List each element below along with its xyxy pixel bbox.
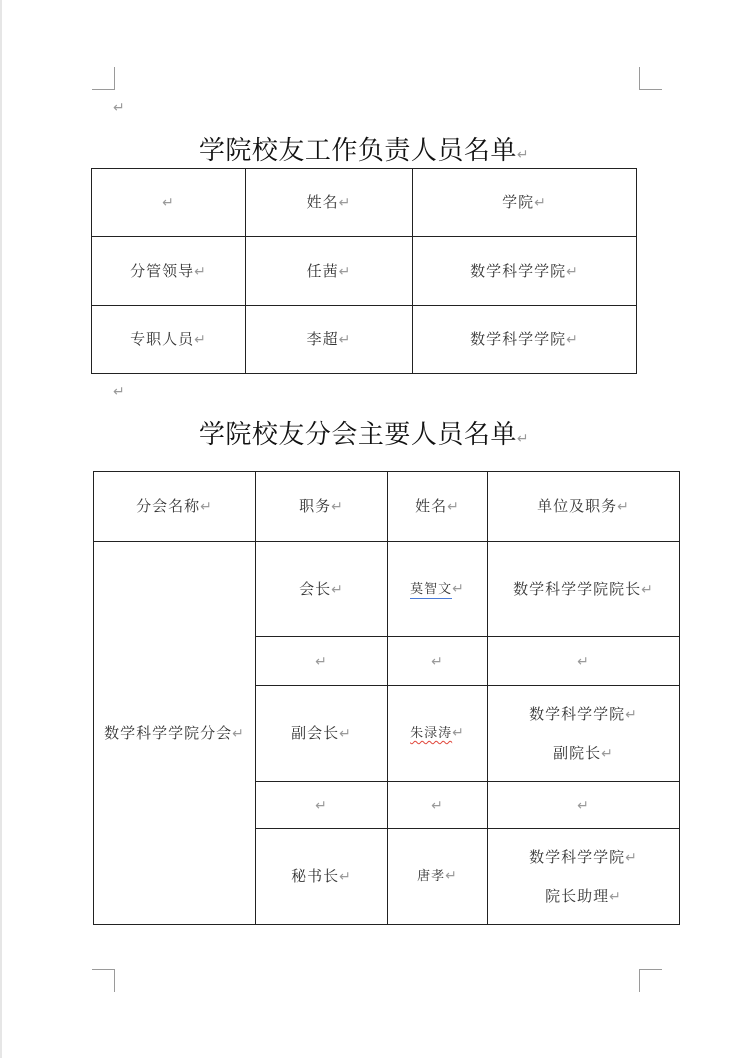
table-cell[interactable]: 唐孝↵ xyxy=(388,829,488,925)
table-row xyxy=(92,237,637,306)
table-cell[interactable]: 分管领导↵ xyxy=(92,237,246,306)
table-cell[interactable]: 会长↵ xyxy=(256,542,388,637)
page-edge xyxy=(0,0,2,1058)
table-cell[interactable]: 数学科学学院院长↵ xyxy=(488,542,680,637)
table-header-row xyxy=(94,472,680,542)
table-cell[interactable]: 任茜↵ xyxy=(246,237,413,306)
table-cell[interactable]: 单位及职务↵ xyxy=(488,472,680,542)
table-cell[interactable]: 职务↵ xyxy=(256,472,388,542)
table-cell[interactable]: 姓名↵ xyxy=(388,472,488,542)
table-cell[interactable]: 数学科学学院↵ xyxy=(413,306,637,374)
table-row xyxy=(92,306,637,374)
table-cell[interactable]: ↵ xyxy=(388,637,488,686)
table-cell[interactable]: ↵ xyxy=(256,782,388,829)
table-cell[interactable]: 学院↵ xyxy=(413,169,637,237)
table-cell[interactable]: 数学科学学院↵ 院长助理↵ xyxy=(488,829,680,925)
table-cell[interactable]: 分会名称↵ xyxy=(94,472,256,542)
table-cell[interactable]: ↵ xyxy=(488,782,680,829)
margin-corner-top-right xyxy=(639,67,662,90)
paragraph-mark: ↵ xyxy=(113,100,125,116)
branch-name-cell[interactable]: 数学科学学院分会↵ xyxy=(94,542,256,925)
table-row xyxy=(94,542,680,637)
table-cell[interactable]: 姓名↵ xyxy=(246,169,413,237)
margin-corner-bottom-left xyxy=(92,969,115,992)
margin-corner-top-left xyxy=(92,67,115,90)
staff-table xyxy=(91,168,637,374)
table-cell[interactable]: 李超↵ xyxy=(246,306,413,374)
table-cell[interactable]: ↵ xyxy=(256,637,388,686)
table1-title[interactable]: 学院校友工作负责人员名单↵ xyxy=(198,136,530,166)
table2-title[interactable]: 学院校友分会主要人员名单↵ xyxy=(198,420,530,450)
table-cell[interactable]: 秘书长↵ xyxy=(256,829,388,925)
table-cell[interactable]: 朱渌涛↵ xyxy=(388,686,488,782)
table-cell[interactable]: ↵ xyxy=(388,782,488,829)
table-cell[interactable]: 副会长↵ xyxy=(256,686,388,782)
table-cell[interactable]: 专职人员↵ xyxy=(92,306,246,374)
table-cell[interactable]: 数学科学学院↵ 副院长↵ xyxy=(488,686,680,782)
branch-table xyxy=(93,471,680,925)
table-cell[interactable]: 莫智文↵ xyxy=(388,542,488,637)
paragraph-mark: ↵ xyxy=(113,384,125,400)
margin-corner-bottom-right xyxy=(639,969,662,992)
table-header-row xyxy=(92,169,637,237)
table-cell[interactable]: ↵ xyxy=(92,169,246,237)
table-cell[interactable]: ↵ xyxy=(488,637,680,686)
table-cell[interactable]: 数学科学学院↵ xyxy=(413,237,637,306)
